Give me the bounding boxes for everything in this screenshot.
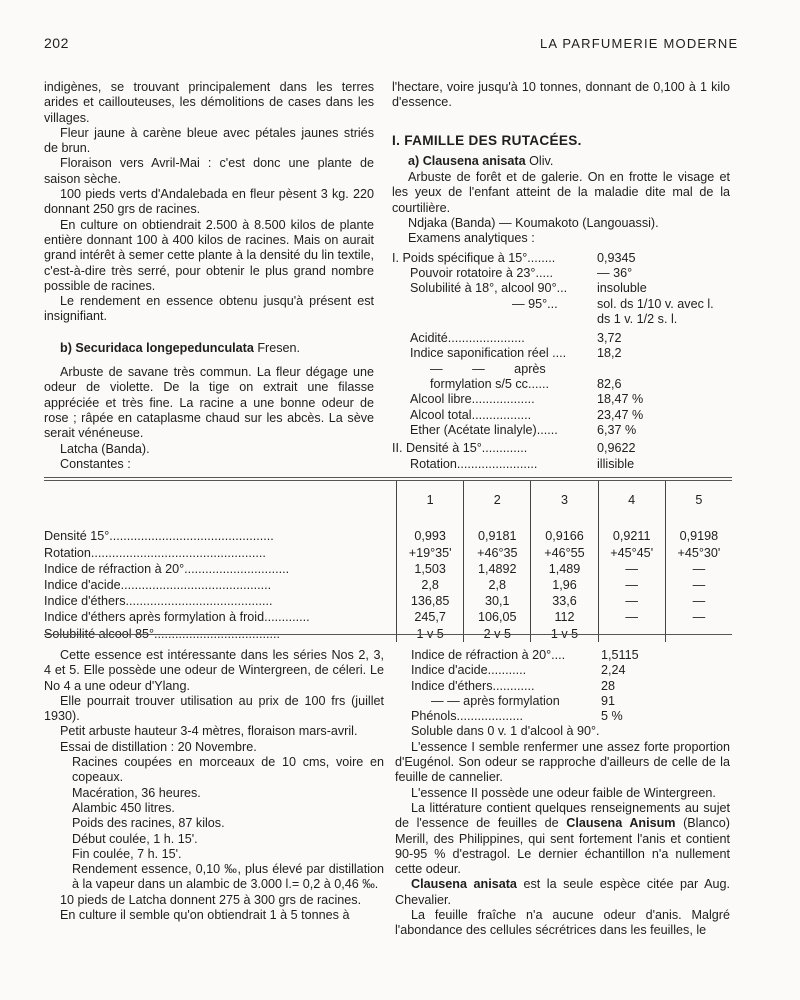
table-row (44, 545, 732, 561)
table-row (44, 578, 732, 594)
analysis-label: Acidité...................... (410, 331, 525, 346)
analysis-value: 23,47 % (597, 407, 644, 422)
column-header: 1 (397, 481, 464, 521)
column-header: 4 (598, 481, 665, 521)
analysis-label: Rotation....................... (410, 456, 538, 471)
analysis-value: 18,2 (597, 346, 622, 361)
paragraph: indigènes, se trouvant principalement dans les terres arides et caillouteuses, les démolitions de cases dans les villages. (44, 80, 374, 125)
analysis-label: Solubilité à 18°, alcool 90°... (410, 281, 568, 296)
table-cell: +19°35' (397, 545, 464, 561)
species-name: Securidaca longepedunculata (75, 340, 254, 355)
paragraph: Essai de distillation : 20 Novembre. (60, 739, 257, 754)
index-value: 28 (601, 678, 616, 693)
analysis-value: 18,47 % (597, 392, 644, 407)
section-title: I. FAMILLE DES RUTACÉES. (392, 132, 582, 148)
table-row (44, 561, 732, 577)
analysis-label: Ether (Acétate linalyle)...... (410, 422, 558, 437)
paragraph: La feuille fraîche n'a aucune odeur d'anis. Malgré l'abondance des cellules sécrétrices dans les feuilles, le (395, 908, 730, 938)
analysis-row (392, 457, 730, 472)
analysis-value: insoluble (597, 281, 647, 296)
text-run: (Blanco) Merill, des Philippines, qui sent fortement l'anis et contient 90-95 % d'estragol. Le dernier échantillon n'a nullement cette odeur. (395, 816, 730, 877)
analysis-value: 0,9622 (597, 441, 636, 456)
row-label: Indice d'acide........................................... (44, 578, 272, 592)
analysis-value: ds 1 v. 1/2 s. l. (597, 311, 678, 326)
analysis-label: formylation s/5 cc...... (430, 377, 549, 392)
table-cell: 1,489 (531, 561, 598, 577)
table-row (44, 594, 732, 610)
paragraph: Arbuste de forêt et de galerie. On en frotte le visage et les yeux de l'enfant atteint de la maladie dite mal de la courtilière. (392, 170, 730, 215)
analysis-row (392, 441, 730, 456)
analysis-row (392, 281, 730, 296)
analysis-label: Pouvoir rotatoire à 23°..... (410, 265, 553, 280)
table-cell: — (598, 561, 665, 577)
table-cell: — (665, 561, 732, 577)
paragraph: L'essence II possède une odeur faible de Wintergreen. (411, 785, 716, 800)
analysis-row (392, 331, 730, 346)
index-label: Soluble dans 0 v. 1 d'alcool à 90°. (411, 724, 600, 739)
index-value: 91 (601, 693, 616, 708)
subsection-heading-b (44, 341, 374, 356)
paragraph: En culture il semble qu'on obtiendrait 1 à 5 tonnes à (60, 908, 350, 923)
table-header-row (44, 481, 732, 521)
row-label: Rotation.................................................. (44, 545, 266, 560)
table-cell: 0,993 (397, 529, 464, 545)
index-row (411, 709, 730, 724)
table-cell: 136,85 (397, 594, 464, 610)
paragraph (395, 877, 730, 908)
table-cell: 1 v 5 (531, 626, 598, 642)
index-label: Phénols................... (411, 709, 523, 724)
paragraph: Ndjaka (Banda) — Koumakoto (Langouassi). (408, 216, 659, 231)
paragraph: Arbuste de savane très commun. La fleur dégage une odeur de violette. De la tige on extrait une filasse appréciée et très fine. La racine a une bonne odeur de rose ; râpée en cataplasme chaud sur les abcès. La sève serait vénéneuse. (44, 365, 374, 441)
paragraph: Cette essence est intéressante dans les séries Nos 2, 3, 4 et 5. Elle possède une odeur de Wintergreen, de céleri. Le No 4 a une odeur d'Ylang. (44, 648, 384, 693)
index-label: Indice d'éthers............ (411, 678, 535, 693)
table-bottom-rule (44, 634, 732, 635)
table-cell: — (665, 626, 732, 642)
index-row (411, 663, 730, 678)
table-cell: — (598, 626, 665, 642)
paragraph: 100 pieds verts d'Andalebada en fleur pèsent 3 kg. 220 donnant 250 grs de racines. (44, 187, 374, 217)
detail-line: Début coulée, 1 h. 15'. (72, 831, 198, 846)
analysis-label (392, 312, 597, 327)
analysis-row (392, 346, 730, 361)
running-title: LA PARFUMERIE MODERNE (540, 36, 739, 51)
index-value: 2,24 (601, 663, 626, 678)
detail-line: Poids des racines, 87 kilos. (72, 816, 225, 831)
analysis-label: II. Densité à 15°............. (392, 441, 528, 456)
index-row (411, 724, 730, 739)
row-label: Solubilité alcool 85°.................................... (44, 626, 281, 641)
index-row (411, 679, 730, 694)
detail-line: Racines coupées en morceaux de 10 cms, voire en copeaux. (72, 755, 384, 785)
paragraph: 10 pieds de Latcha donnent 275 à 300 grs de racines. (60, 892, 362, 907)
analysis-row (392, 297, 730, 312)
subsection-prefix: b) (60, 340, 76, 355)
column-header: 5 (665, 481, 732, 521)
analysis-row (392, 362, 730, 377)
index-value: 1,5115 (601, 648, 639, 662)
analysis-label: Indice saponification réel .... (410, 346, 567, 361)
detail-line: Macération, 36 heures. (72, 785, 201, 800)
paragraph: Petit arbuste hauteur 3-4 mètres, floraison mars-avril. (60, 724, 358, 739)
table-cell: 2 v 5 (464, 626, 531, 642)
analysis-label: Alcool libre.................. (410, 392, 535, 407)
paragraph: Fleur jaune à carène bleue avec pétales jaunes striés de brun. (44, 125, 374, 156)
table-cell: 1 v 5 (397, 626, 464, 642)
species-author: Fresen. (253, 340, 301, 355)
paragraph: Examens analytiques : (408, 231, 535, 246)
row-label: Indice de réfraction à 20°.............................. (44, 561, 290, 576)
indices-list (395, 648, 730, 740)
detail-line: Alambic 450 litres. (72, 800, 175, 815)
species-name: Clausena Anisum (566, 816, 676, 831)
table-cell: +45°45' (598, 545, 665, 561)
index-label: — — après formylation (431, 693, 560, 708)
table-cell: 106,05 (464, 610, 531, 626)
left-top-column (44, 80, 374, 472)
table-cell: — (665, 610, 732, 626)
table-row (44, 529, 732, 545)
paragraph: Floraison vers Avril-Mai : c'est donc une plante de saison sèche. (44, 156, 374, 186)
table-cell: 1,96 (531, 578, 598, 594)
subsection-heading-a (392, 154, 730, 169)
right-top-column (392, 80, 730, 472)
row-label: Indice d'éthers après formylation à froid............. (44, 610, 310, 625)
paragraph: l'hectare, voire jusqu'à 10 tonnes, donnant de 0,100 à 1 kilo d'essence. (392, 80, 730, 110)
row-label: Indice d'éthers.......................................... (44, 594, 273, 609)
table-cell: 0,9198 (665, 529, 732, 545)
column-header: 2 (464, 481, 531, 521)
table-cell: 2,8 (397, 578, 464, 594)
text-run: La littérature contient quelques renseignements au sujet de l'essence de feuilles de (395, 800, 730, 831)
analysis-label: — — après (430, 361, 546, 376)
index-row (411, 648, 730, 663)
detail-line: Rendement essence, 0,10 ‰, plus élevé par distillation à la vapeur dans un alambic de 3.000 l.= 0,2 à 0,46 ‰. (72, 862, 384, 892)
subsection-prefix: a) (408, 153, 423, 168)
row-label: Densité 15°............................................... (44, 529, 274, 544)
table-cell: 112 (531, 610, 598, 626)
species-name: Clausena anisata (411, 877, 517, 892)
table-cell: 0,9181 (464, 529, 531, 545)
analysis-value: 6,37 % (597, 422, 637, 437)
right-bottom-column (395, 648, 730, 939)
paragraph (395, 801, 730, 877)
analysis-label: I. Poids spécifique à 15°........ (392, 250, 556, 265)
species-name: Clausena anisata (422, 153, 526, 168)
table-cell: — (598, 594, 665, 610)
detail-line: Fin coulée, 7 h. 15'. (72, 846, 182, 861)
analysis-row (392, 392, 730, 407)
analysis-value: illisible (597, 456, 635, 471)
constants-table (44, 481, 732, 642)
index-label: Indice de réfraction à 20°.... (411, 648, 566, 662)
table-cell: — (598, 578, 665, 594)
analysis-value: sol. ds 1/10 v. avec l. (597, 296, 714, 311)
table-cell: 1,503 (397, 561, 464, 577)
analysis-row (392, 408, 730, 423)
table-cell: — (598, 610, 665, 626)
analysis-row (392, 312, 730, 327)
table-cell: 0,9211 (598, 529, 665, 545)
distillation-details (44, 755, 384, 893)
paragraph: En culture on obtiendrait 2.500 à 8.500 kilos de plante entière donnant 100 à 400 kilos de racines. Mais on aurait grand intérêt à semer cette plante à la densité du lin textile, c'est-à-dire très serré, pour obtenir le plus grand nombre possible de racines. (44, 217, 374, 293)
analysis-value: 0,9345 (597, 250, 636, 265)
left-bottom-column (44, 648, 384, 923)
table-cell: 245,7 (397, 610, 464, 626)
paragraph: L'essence I semble renfermer une assez forte proportion d'Eugénol. Son odeur se rapproche d'ailleurs de celle de la feuille de cannelier. (395, 739, 730, 785)
table-cell: — (665, 578, 732, 594)
analysis-value: 3,72 (597, 331, 622, 346)
index-label: Indice d'acide........... (411, 663, 527, 678)
paragraph: Latcha (Banda). (60, 441, 150, 456)
analysis-label: — 95°... (512, 296, 558, 311)
table-cell: — (665, 594, 732, 610)
analysis-row (392, 423, 730, 438)
column-header: 3 (531, 481, 598, 521)
table-cell: 2,8 (464, 578, 531, 594)
table-row (44, 610, 732, 626)
table-cell: +46°35 (464, 545, 531, 561)
table-cell: 0,9166 (531, 529, 598, 545)
table-cell: 1,4892 (464, 561, 531, 577)
page-number: 202 (44, 35, 69, 51)
table-cell: 30,1 (464, 594, 531, 610)
analysis-value: 82,6 (597, 377, 622, 392)
species-author: Oliv. (525, 153, 554, 168)
paragraph: Elle pourrait trouver utilisation au prix de 100 frs (juillet 1930). (44, 693, 384, 724)
table-header-empty (44, 481, 397, 521)
paragraph: Constantes : (60, 456, 131, 471)
table-cell: +46°55 (531, 545, 598, 561)
table-top-rule (44, 477, 732, 478)
table-cell: 33,6 (531, 594, 598, 610)
analysis-label: Alcool total................. (410, 407, 532, 422)
index-row (411, 694, 730, 709)
paragraph: Le rendement en essence obtenu jusqu'à présent est insignifiant. (44, 294, 374, 324)
analysis-value: — 36° (597, 265, 633, 280)
text-run: est la seule espèce citée par Aug. Chevalier. (395, 877, 730, 907)
index-value: 5 % (601, 709, 623, 724)
analysis-row (392, 377, 730, 392)
analysis-row (392, 266, 730, 281)
analysis-row (392, 251, 730, 266)
table-cell: +45°30' (665, 545, 732, 561)
analysis-list (392, 251, 730, 472)
